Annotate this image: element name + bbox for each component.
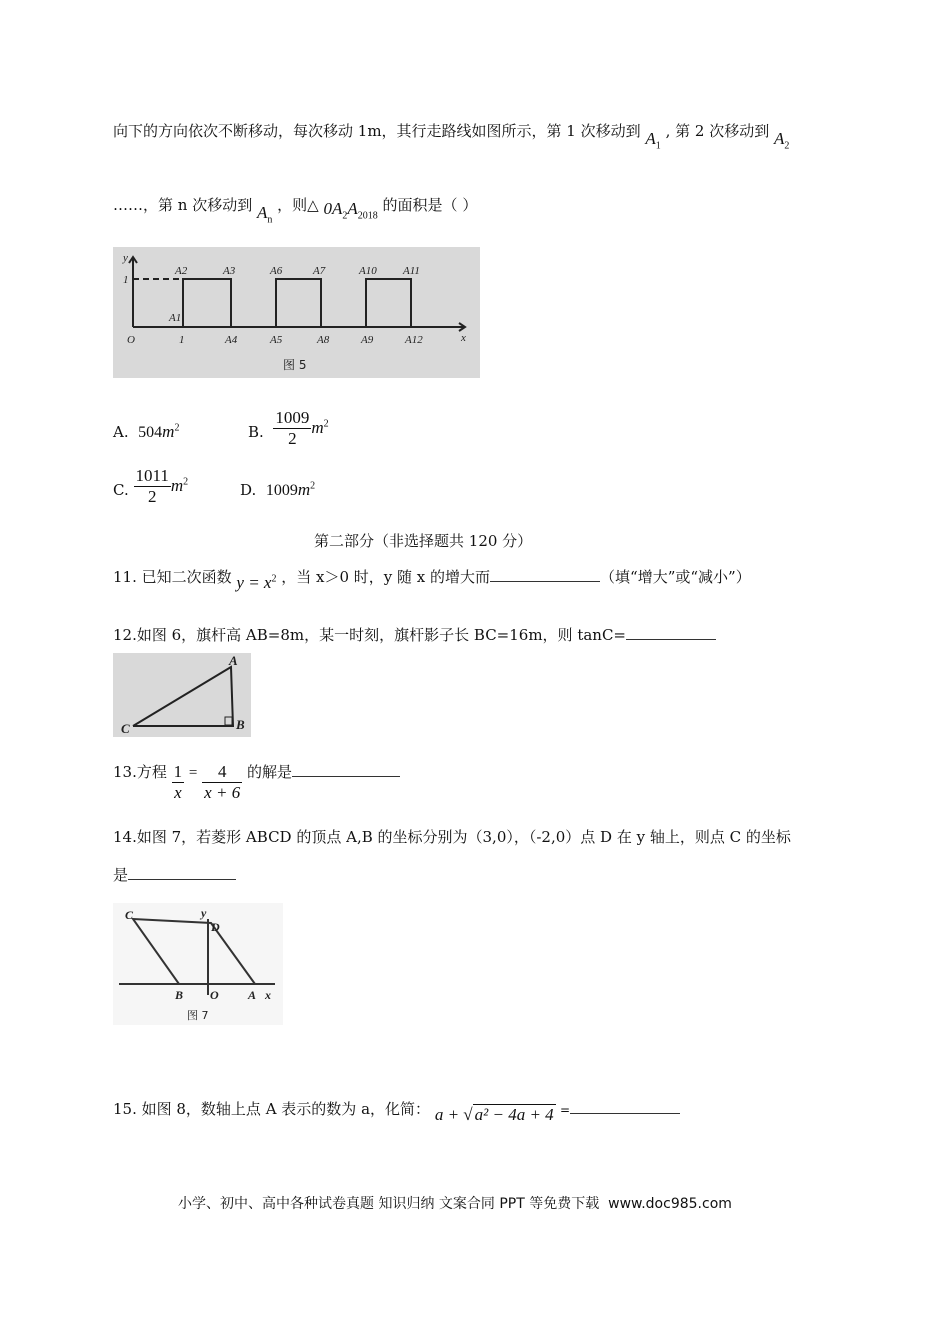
footer-text: 小学、初中、高中各种试卷真题 知识归纳 文案合同 PPT 等免费下载 [178,1196,600,1212]
q15-radicand: a² − 4a + 4 [474,1105,554,1124]
fig5-a9: A9 [361,334,374,346]
fig5-y-label: y [123,252,128,264]
fig5-a4: A4 [225,334,238,346]
fig7-b: B [175,988,184,1002]
q14-line2: 是 [113,864,236,885]
figure-5 [113,247,480,378]
fig5-caption: 图 5 [283,358,307,372]
fig5-a3: A3 [223,265,236,277]
figure-5-graph [113,247,480,378]
fig5-a2: A2 [175,265,188,277]
figure-6-triangle [113,653,251,737]
footer-link[interactable]: www.doc985.com [608,1196,732,1212]
figure-6 [113,653,251,737]
fig5-a1: A1 [169,312,182,324]
fig7-o: O [210,988,219,1002]
fig5-a12: A12 [405,334,423,346]
q10-line2 [113,194,478,226]
q10-a2: $A_2$ [773,129,790,152]
fig5-a6: A6 [270,265,283,277]
q10-line2-post: 的面积是（ ） [382,196,478,214]
fig6-b: B [236,717,245,732]
section-title: 第二部分（非选择题共 120 分） [314,532,533,550]
q15: 15. 如图 8，数轴上点 A 表示的数为 a，化简： a + √ a² − 4a + 4 = [113,1098,680,1119]
fig7-caption: 图 7 [187,1009,209,1022]
q10-triangle: $0A_2A_{2018}$ [323,199,378,222]
fig5-a11: A11 [403,265,420,277]
figure-7 [113,903,283,1025]
fig5-origin: O [127,334,135,346]
fig7-c: C [125,908,134,922]
fig6-c: C [121,721,130,736]
fig5-x-label: x [461,332,466,344]
q11-answer-blank[interactable] [490,567,600,582]
fig7-x: x [265,988,271,1002]
q10-line1 [113,120,790,152]
q13: 13.方程 $\frac{1}{x}$ = $\frac{4}{x + 6}$ 的解是 [113,762,400,803]
fig7-d: D [211,920,220,934]
q10-an: $A_n$ [256,203,273,226]
q10-option-d: D. $1009m^2$ [240,480,316,499]
q10-line1-text: 向下的方向依次不断移动，每次移动 1m，其行走路线如图所示，第 1 次移动到 [113,122,641,140]
q10-line2-pre: ……，第 n 次移动到 [113,196,253,214]
q14-answer-blank[interactable] [128,865,236,880]
fig7-y: y [201,906,207,920]
q10-a1: $A_1$ [645,129,661,152]
q10-line2-mid: ，则△ [277,196,319,214]
fig5-a10: A10 [359,265,377,277]
q10-option-a: A. $504m^2$ [113,422,180,441]
q13-answer-blank[interactable] [292,762,400,777]
sqrt-sign: √ [463,1105,473,1124]
q10-option-c: C. $\frac{1011}{2}$ $m^2$ [113,466,189,506]
fig5-a5: A5 [270,334,283,346]
fig5-a7: A7 [313,265,326,277]
figure-7-rhombus [113,903,283,1025]
q14-line1: 14.如图 7，若菱形 ABCD 的顶点 A,B 的坐标分别为（3,0），（-2,0）点 D 在 y 轴上，则点 C 的坐标 [113,828,791,846]
q10-option-b: B. $\frac{1009}{2}$ $m^2$ [248,408,329,448]
fig6-a: A [229,653,238,668]
fig5-one-y: 1 [123,274,129,286]
q15-answer-blank[interactable] [570,1099,680,1114]
q12: 12.如图 6，旗杆高 AB=8m，某一时刻，旗杆影子长 BC=16m，则 tanC= [113,624,716,645]
q12-answer-blank[interactable] [626,625,716,640]
footer [178,1193,732,1213]
q11: 11. 已知二次函数 $y = x^2$ ，当 x＞0 时，y 随 x 的增大而 （填“增大”或“减小”） [113,568,751,592]
fig7-a: A [248,988,257,1002]
q10-line1-mid: , 第 2 次移动到 [665,122,770,140]
fig5-a8: A8 [317,334,330,346]
fig5-one-x: 1 [179,334,185,346]
